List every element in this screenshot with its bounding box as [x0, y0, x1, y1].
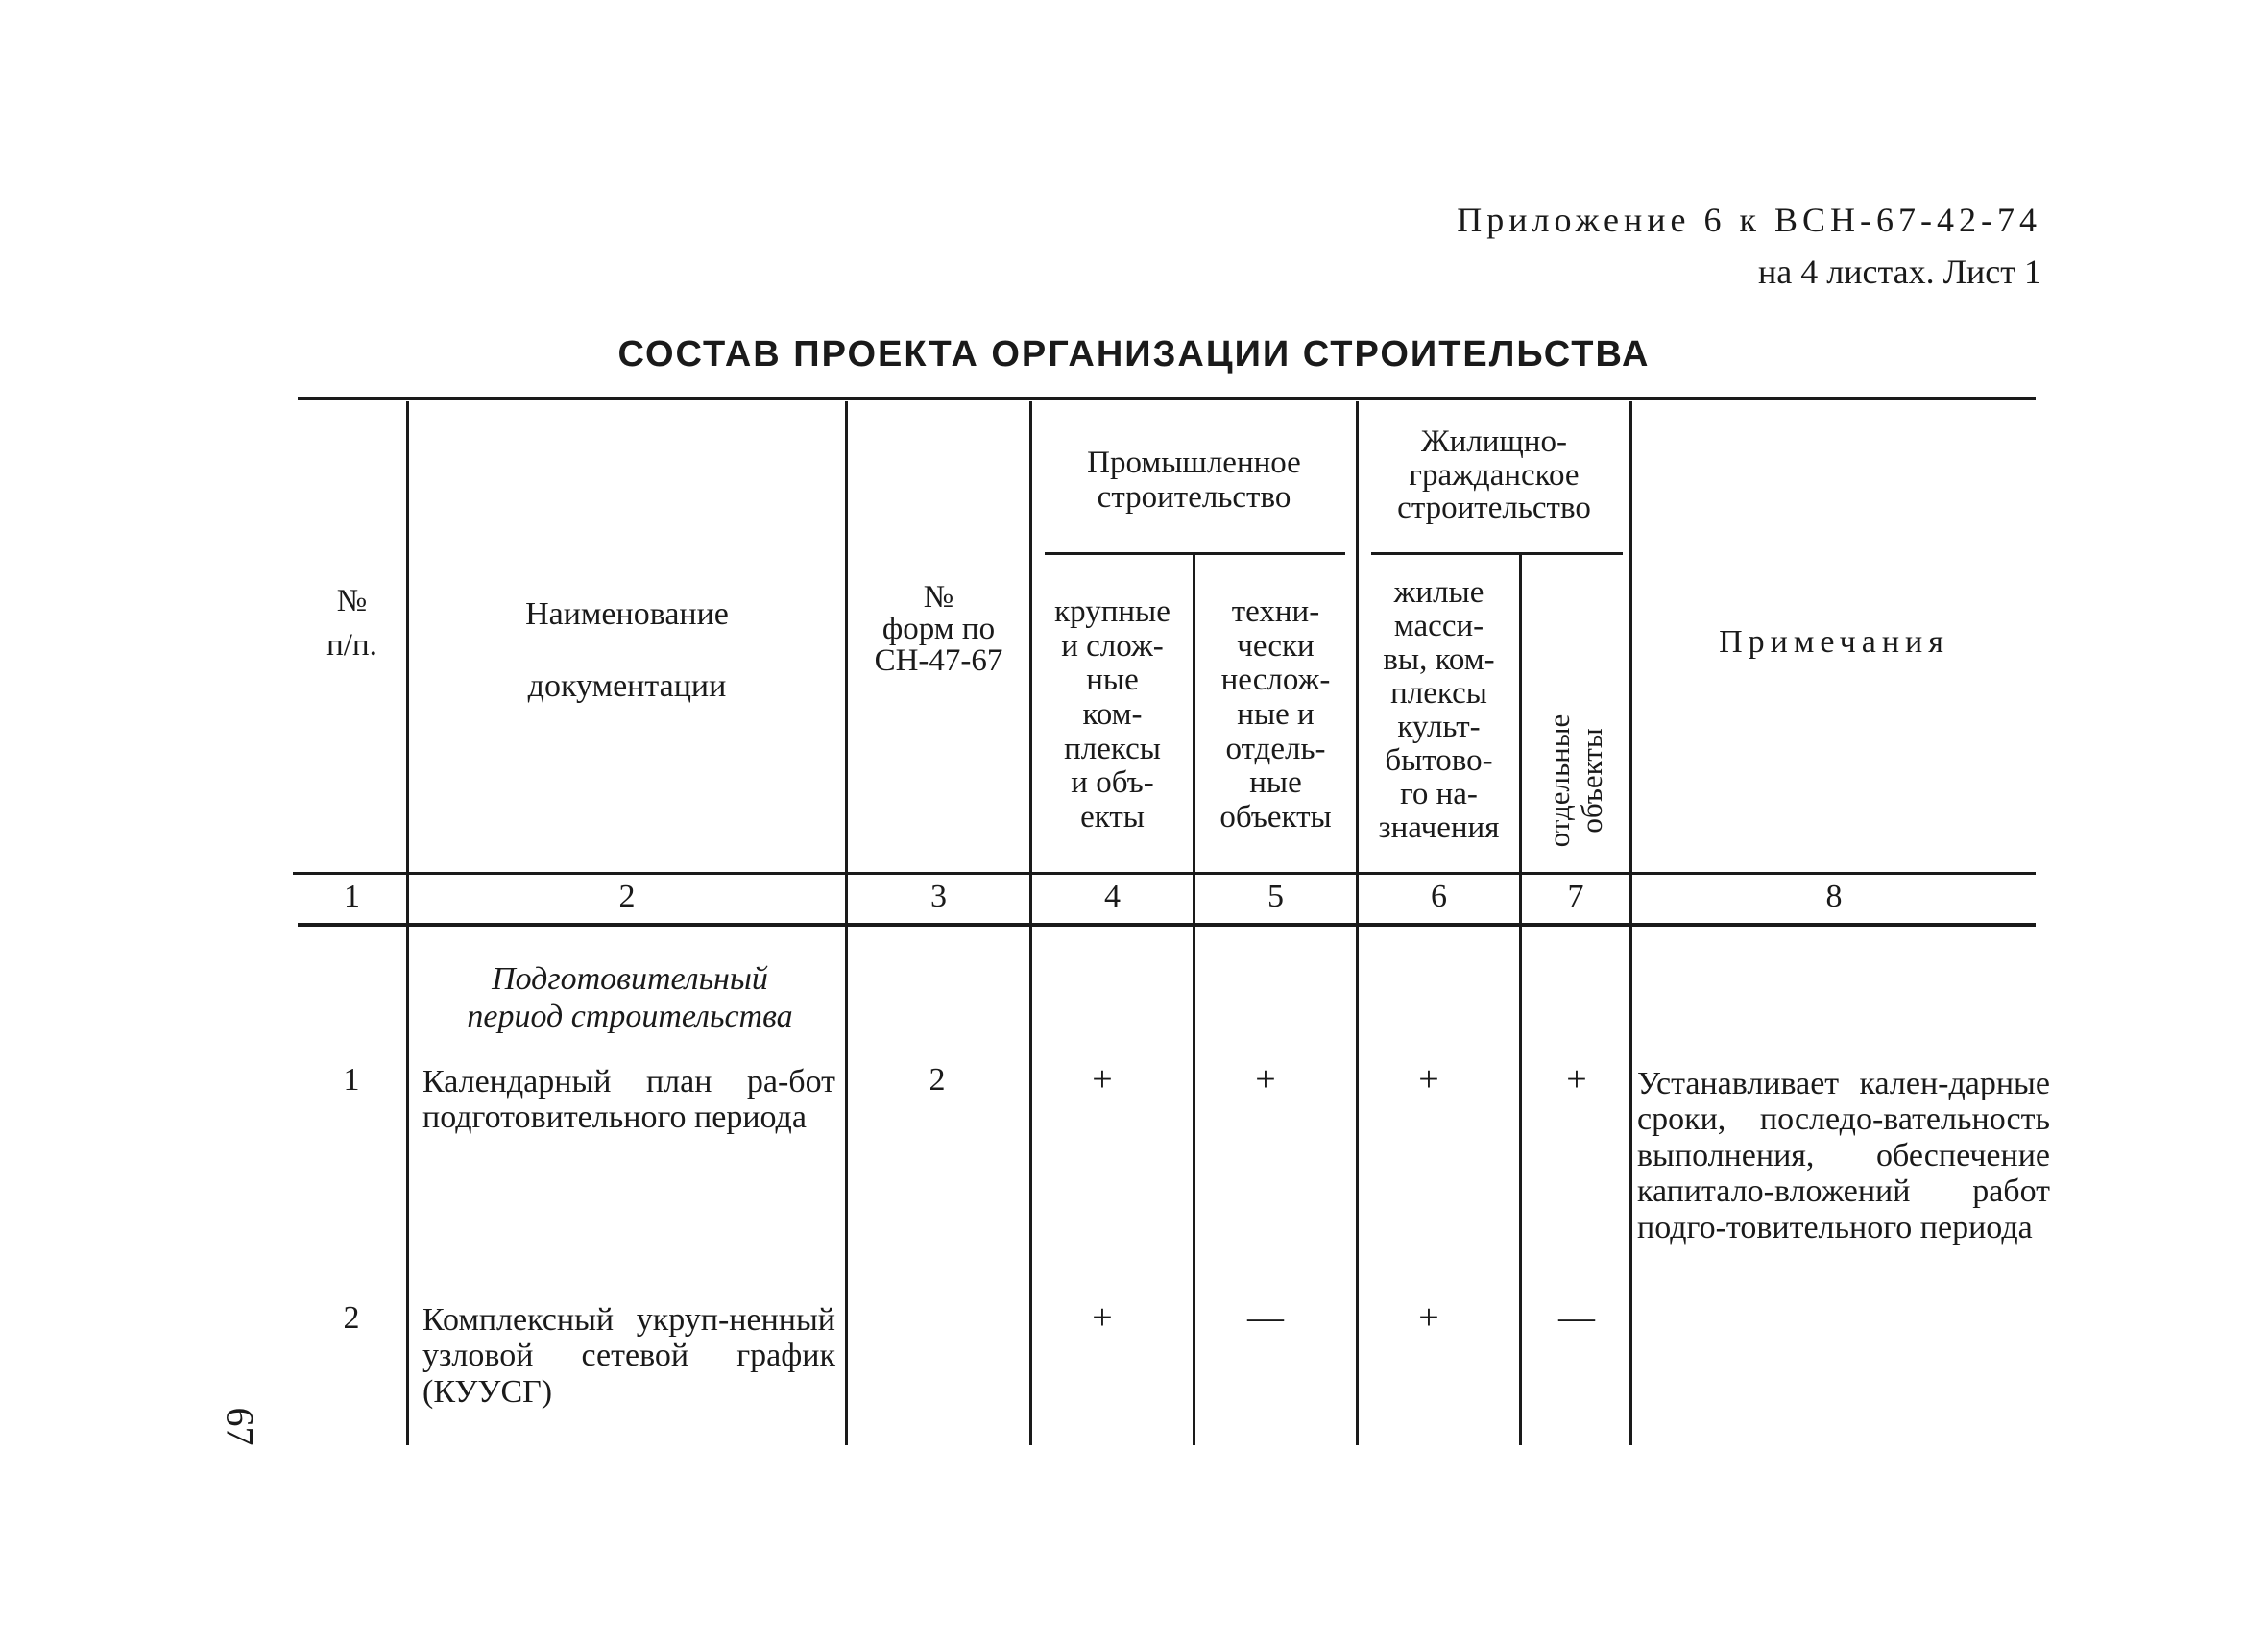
row-number: 2 [343, 1300, 360, 1336]
header-col5 [1195, 595, 1356, 834]
header-col5-line: неслож- [1220, 663, 1331, 698]
header-notes-text: Примечания [1719, 624, 1949, 660]
header-col4 [1032, 595, 1193, 834]
appendix-reference: Приложение 6 к ВСН-67-42-74 [1457, 201, 2041, 239]
header-col7-line1: отдельные [1542, 713, 1576, 848]
header-col6-line: масси- [1393, 608, 1484, 643]
page-number: 67 [218, 1407, 262, 1446]
header-col7-line2: объекты [1575, 728, 1609, 834]
row-mark: + [1418, 1297, 1439, 1338]
header-col6-line: бытово- [1385, 742, 1493, 778]
column-number: 7 [1567, 879, 1584, 914]
header-col5-line: чески [1237, 628, 1315, 664]
header-industrial-line2: строительство [1097, 480, 1291, 516]
header-forms-line3: СН-47-67 [874, 643, 1003, 678]
header-forms-line2: форм по [881, 612, 996, 646]
header-col6-line: значения [1378, 810, 1500, 845]
column-number: 8 [1825, 879, 1843, 914]
row-name: Календарный план ра-бот подготовительного периода [422, 1064, 835, 1136]
column-number: 6 [1431, 879, 1447, 914]
row-name: Комплексный укруп-ненный узловой сетевой график (КУУСГ) [422, 1302, 835, 1410]
section-title-line1: Подготовительный [492, 961, 768, 997]
col-divider-2 [845, 401, 848, 1445]
column-number: 2 [618, 879, 636, 914]
col-divider-5 [1356, 401, 1359, 1445]
header-name-line2: документации [527, 667, 727, 704]
header-housing-line1: Жилищно- [1421, 424, 1567, 459]
header-col4-line: екты [1080, 799, 1145, 834]
housing-sub-rule [1371, 552, 1623, 555]
header-num [298, 579, 406, 667]
col-divider-7 [1629, 401, 1632, 1445]
header-col4-line: и слож- [1061, 628, 1164, 664]
row-mark: + [1566, 1059, 1587, 1100]
header-col5-line: объекты [1219, 799, 1332, 834]
header-forms-line1: № [923, 580, 954, 615]
row-mark: + [1092, 1059, 1113, 1100]
row-mark: + [1092, 1297, 1113, 1338]
header-num-line2: п/п. [326, 628, 377, 664]
row-note: Устанавливает кален-дарные сроки, последо-вательность выполнения, обеспечение капитало-вложений работ подго-товительного периода [1637, 1066, 2050, 1245]
column-number: 3 [930, 879, 947, 914]
header-name-line1: Наименование [525, 596, 729, 632]
column-number: 5 [1267, 879, 1284, 914]
header-col6-line: вы, ком- [1383, 641, 1495, 677]
header-housing [1359, 425, 1629, 525]
header-name [409, 579, 845, 723]
header-notes [1632, 624, 2036, 660]
row-mark: — [1558, 1297, 1595, 1338]
header-col6 [1359, 576, 1519, 845]
header-industrial [1032, 446, 1356, 516]
header-col4-line: плексы [1064, 731, 1161, 766]
header-col5-line: ные и [1237, 696, 1315, 732]
colnum-top-rule [293, 872, 2036, 875]
colnum-bottom-rule [298, 923, 2036, 927]
sheet-reference: на 4 листах. Лист 1 [1758, 253, 2041, 291]
col-divider-6 [1519, 555, 1522, 1445]
row-form: 2 [929, 1062, 946, 1098]
row-mark: — [1247, 1297, 1284, 1338]
header-num-line1: № [336, 584, 368, 618]
header-col6-line: плексы [1390, 675, 1487, 711]
row-number: 1 [343, 1062, 360, 1098]
header-col6-line: культ- [1397, 709, 1481, 744]
header-col6-line: жилые [1393, 575, 1484, 610]
column-number: 4 [1104, 879, 1121, 914]
header-col4-line: ком- [1082, 696, 1143, 732]
header-housing-line3: строительство [1397, 491, 1591, 526]
col-divider-1 [406, 401, 409, 1445]
header-forms [848, 582, 1029, 677]
header-col4-line: крупные [1054, 594, 1170, 629]
document-title: СОСТАВ ПРОЕКТА ОРГАНИЗАЦИИ СТРОИТЕЛЬСТВА [617, 334, 1651, 375]
row-mark: + [1418, 1059, 1439, 1100]
header-housing-line2: гражданское [1409, 457, 1580, 493]
header-col5-line: ные [1249, 765, 1302, 801]
header-col5-line: техни- [1231, 594, 1320, 629]
column-number: 1 [344, 879, 360, 914]
section-title [419, 960, 841, 1035]
col-divider-3 [1029, 401, 1032, 1445]
header-col4-line: ные [1086, 663, 1139, 698]
header-col6-line: го на- [1400, 776, 1478, 811]
header-industrial-line1: Промышленное [1087, 446, 1301, 480]
table-top-rule [298, 397, 2036, 400]
row-mark: + [1255, 1059, 1276, 1100]
header-col4-line: и объ- [1071, 765, 1154, 801]
section-title-line2: период строительства [467, 999, 793, 1035]
header-col5-line: отдель- [1225, 731, 1326, 766]
